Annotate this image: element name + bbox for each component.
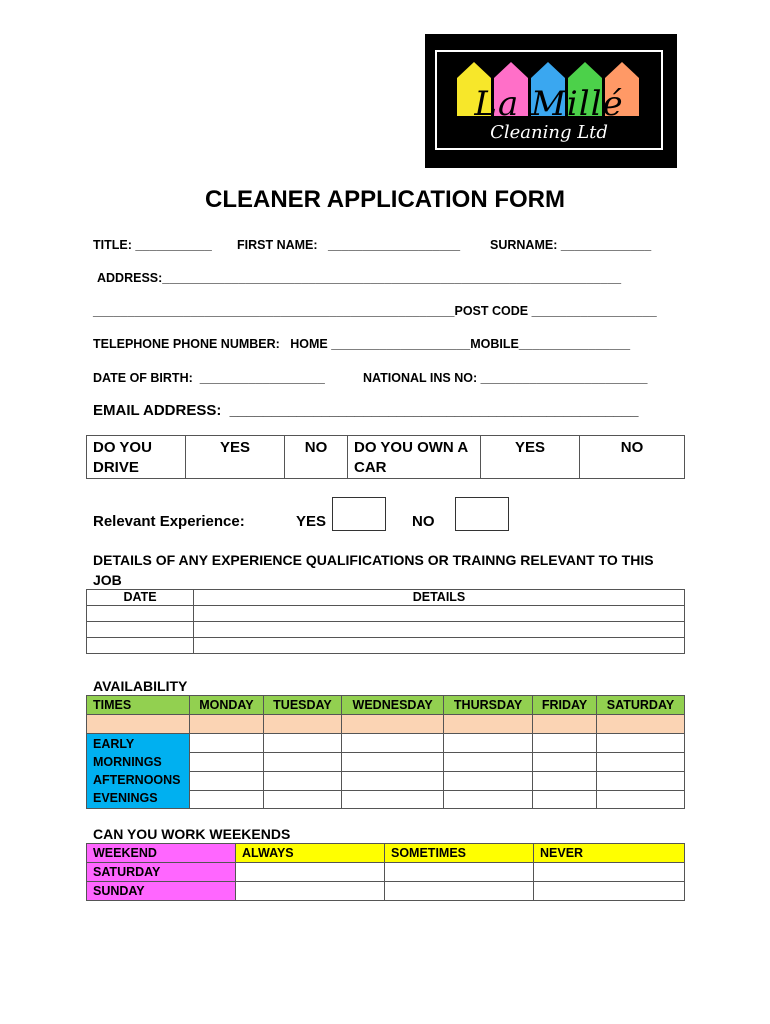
saturday-row-label: SATURDAY xyxy=(87,863,236,882)
sunday-always-cell[interactable] xyxy=(236,882,385,901)
company-logo xyxy=(425,34,677,168)
time-afternoons: AFTERNOONS xyxy=(93,773,181,787)
weekend-header: WEEKEND xyxy=(87,844,236,863)
friday-header: FRIDAY xyxy=(533,696,597,715)
spacer-cell xyxy=(444,715,533,734)
details-cell[interactable] xyxy=(194,606,685,622)
email-field[interactable]: EMAIL ADDRESS: _________________________________________________ xyxy=(93,402,639,419)
address-field[interactable]: ADDRESS:__________________________________________________________________ xyxy=(97,271,622,285)
spacer-cell xyxy=(533,715,597,734)
table-header-row xyxy=(87,844,685,863)
wednesday-header: WEDNESDAY xyxy=(342,696,444,715)
first-name-field[interactable]: FIRST NAME: ___________________ xyxy=(237,238,461,252)
sunday-row-label: SUNDAY xyxy=(87,882,236,901)
sunday-never-cell[interactable] xyxy=(534,882,685,901)
time-mornings: MORNINGS xyxy=(93,755,162,769)
drive-question: DO YOU DRIVE xyxy=(87,436,186,479)
table-header-row xyxy=(87,696,685,715)
saturday-never-cell[interactable] xyxy=(534,863,685,882)
logo-subtitle: Cleaning Ltd xyxy=(490,122,608,143)
experience-table xyxy=(86,589,685,654)
saturday-cells[interactable] xyxy=(596,734,684,809)
date-cell[interactable] xyxy=(87,638,194,654)
logo-brand-name: La Millé xyxy=(474,84,624,124)
weekends-heading: CAN YOU WORK WEEKENDS xyxy=(93,826,291,842)
logo-frame xyxy=(435,50,663,150)
date-cell[interactable] xyxy=(87,606,194,622)
national-ins-field[interactable]: NATIONAL INS NO: ________________________ xyxy=(363,371,648,385)
details-cell[interactable] xyxy=(194,622,685,638)
monday-header: MONDAY xyxy=(190,696,264,715)
date-cell[interactable] xyxy=(87,622,194,638)
dob-field[interactable]: DATE OF BIRTH: __________________ xyxy=(93,371,325,385)
details-cell[interactable] xyxy=(194,638,685,654)
saturday-always-cell[interactable] xyxy=(236,863,385,882)
experience-no-checkbox[interactable] xyxy=(455,497,509,531)
car-no-cell[interactable]: NO xyxy=(580,436,685,479)
table-row xyxy=(87,863,685,882)
saturday-header: SATURDAY xyxy=(596,696,684,715)
drive-table xyxy=(86,435,685,479)
weekends-table xyxy=(86,843,685,901)
saturday-sometimes-cell[interactable] xyxy=(385,863,534,882)
monday-cells[interactable] xyxy=(190,734,264,809)
experience-heading: DETAILS OF ANY EXPERIENCE QUALIFICATIONS OR TRAINNG RELEVANT TO THIS JOB xyxy=(93,552,654,588)
sunday-sometimes-cell[interactable] xyxy=(385,882,534,901)
times-header: TIMES xyxy=(87,696,190,715)
friday-cells[interactable] xyxy=(533,734,597,809)
thursday-header: THURSDAY xyxy=(444,696,533,715)
tuesday-cells[interactable] xyxy=(263,734,341,809)
availability-table xyxy=(86,695,685,809)
experience-yes-label: YES xyxy=(296,513,327,530)
table-row xyxy=(87,606,685,622)
availability-heading: AVAILABILITY xyxy=(93,678,188,694)
table-header-row xyxy=(87,590,685,606)
details-column-header: DETAILS xyxy=(194,590,685,606)
table-row xyxy=(87,622,685,638)
car-yes-cell[interactable]: YES xyxy=(481,436,580,479)
table-row xyxy=(87,734,685,809)
spacer-cell xyxy=(263,715,341,734)
spacer-cell xyxy=(342,715,444,734)
telephone-field[interactable]: TELEPHONE PHONE NUMBER: HOME ____________________MOBILE________________ xyxy=(93,337,631,351)
time-evenings: EVENINGS xyxy=(93,791,158,805)
spacer-cell xyxy=(87,715,190,734)
surname-field[interactable]: SURNAME: _____________ xyxy=(490,238,652,252)
table-row xyxy=(87,882,685,901)
never-header: NEVER xyxy=(534,844,685,863)
spacer-cell xyxy=(190,715,264,734)
times-list-cell xyxy=(87,734,190,809)
tuesday-header: TUESDAY xyxy=(263,696,341,715)
experience-no-label: NO xyxy=(412,513,435,530)
title-field[interactable]: TITLE: ___________ xyxy=(93,238,212,252)
time-early: EARLY xyxy=(93,737,135,751)
relevant-experience-label: Relevant Experience: xyxy=(93,513,245,530)
table-row xyxy=(87,715,685,734)
sometimes-header: SOMETIMES xyxy=(385,844,534,863)
wednesday-cells[interactable] xyxy=(342,734,444,809)
form-title: CLEANER APPLICATION FORM xyxy=(205,186,565,213)
date-column-header: DATE xyxy=(87,590,194,606)
drive-yes-cell[interactable]: YES xyxy=(186,436,285,479)
address-postcode-field[interactable]: ____________________________________________________POST CODE __________________ xyxy=(93,304,657,318)
drive-no-cell[interactable]: NO xyxy=(285,436,348,479)
experience-yes-checkbox[interactable] xyxy=(332,497,386,531)
spacer-cell xyxy=(596,715,684,734)
always-header: ALWAYS xyxy=(236,844,385,863)
own-car-question: DO YOU OWN A CAR xyxy=(348,436,481,479)
table-row xyxy=(87,436,685,479)
table-row xyxy=(87,638,685,654)
thursday-cells[interactable] xyxy=(444,734,533,809)
